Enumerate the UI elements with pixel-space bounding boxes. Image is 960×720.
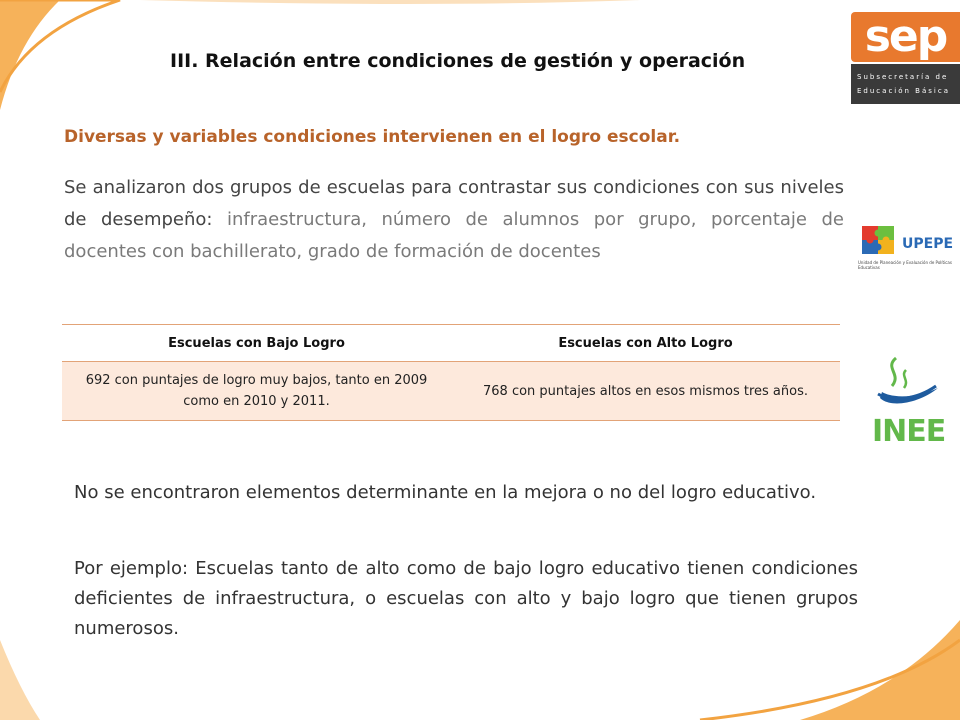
header-high-achievement: Escuelas con Alto Logro xyxy=(451,325,840,362)
upepe-logo xyxy=(858,222,960,278)
puzzle-icon xyxy=(858,222,902,258)
example-paragraph: Por ejemplo: Escuelas tanto de alto como de bajo logro educativo tienen condiciones deficientes de infraestructura, o escuelas con alto y bajo logro que tienen grupos numerosos. xyxy=(74,558,858,639)
table-row xyxy=(62,362,840,421)
cell-high-achievement: 768 con puntajes altos en esos mismos tres años. xyxy=(451,362,840,421)
cell-low-achievement: 692 con puntajes de logro muy bajos, tanto en 2009 como en 2010 y 2011. xyxy=(62,362,451,421)
sep-logo-line1: Subsecretaría de xyxy=(857,73,949,81)
table-header-row xyxy=(62,325,840,362)
finding-paragraph: No se encontraron elementos determinante en la mejora o no del logro educativo. xyxy=(74,482,817,503)
inee-logo xyxy=(870,354,950,454)
sep-logo-line2: Educación Básica xyxy=(857,87,951,95)
top-left-curve-line xyxy=(0,0,120,92)
comparison-table xyxy=(62,324,840,421)
inee-emblem-icon xyxy=(870,354,950,418)
inee-logo-name: INEE xyxy=(872,414,946,449)
top-edge-curve xyxy=(140,0,640,4)
sep-logo-subtitle xyxy=(851,64,960,104)
bottom-left-curve xyxy=(0,640,40,720)
slide-title: III. Relación entre condiciones de gestión y operación xyxy=(170,50,746,72)
bottom-right-curve-line xyxy=(700,640,960,720)
sep-logo xyxy=(851,12,960,104)
top-left-curve xyxy=(0,0,60,110)
sep-logo-word: sep xyxy=(851,12,960,62)
intro-factors: infraestructura, número de alumnos por grupo, porcentaje de docentes con bachillerato, grado de formación de docentes xyxy=(64,209,845,262)
header-low-achievement: Escuelas con Bajo Logro xyxy=(62,325,451,362)
slide-subtitle: Diversas y variables condiciones intervienen en el logro escolar. xyxy=(64,127,681,147)
upepe-logo-description: Unidad de Planeación y Evaluación de Políticas Educativas xyxy=(858,260,952,270)
intro-lead: Se analizaron dos grupos de escuelas para contrastar sus condiciones con sus niveles de desempeño: xyxy=(64,177,844,230)
intro-paragraph xyxy=(64,172,844,268)
upepe-logo-name: UPEPE xyxy=(902,236,954,252)
